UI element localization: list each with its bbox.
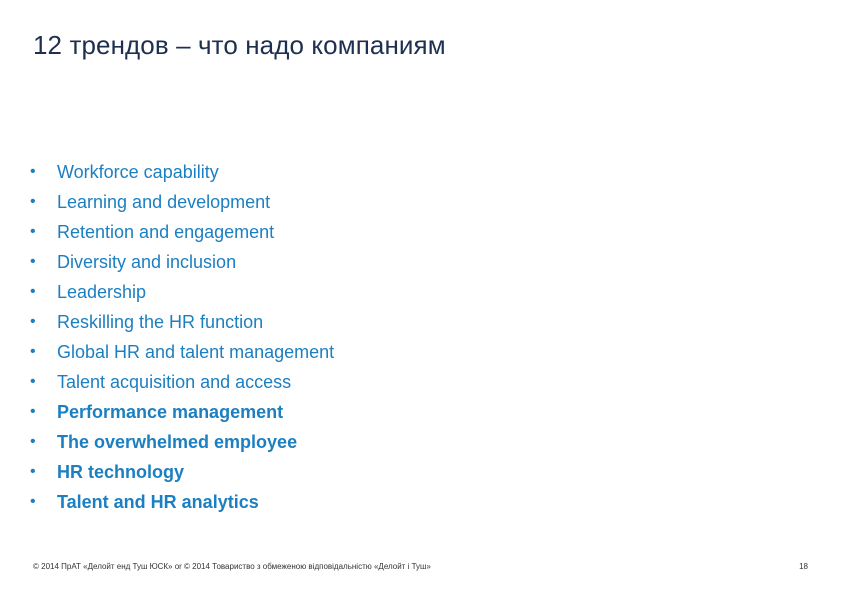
list-item-text: Learning and development [57,191,271,212]
bullet-icon: • [30,163,36,180]
bullet-icon: • [30,253,36,270]
trend-list [30,157,334,517]
list-item-text: Leadership [57,281,147,302]
list-item-text: Talent and HR analytics [57,491,259,512]
list-item [30,397,334,427]
list-item-text: Retention and engagement [57,221,275,242]
list-item [30,157,334,187]
list-item [30,187,334,217]
bullet-icon: • [30,343,36,360]
bullet-icon: • [30,493,36,510]
slide-title: 12 трендов – что надо компаниям [33,30,446,60]
list-item [30,367,334,397]
list-item [30,457,334,487]
list-item-text: Talent acquisition and access [57,371,292,392]
list-item-text: Diversity and inclusion [57,251,237,272]
bullet-icon: • [30,313,36,330]
list-item [30,277,334,307]
list-item [30,217,334,247]
list-item [30,487,334,517]
list-item-text: Reskilling the HR function [57,311,264,332]
page-number: 18 [799,562,808,571]
bullet-icon: • [30,463,36,480]
list-item [30,247,334,277]
bullet-icon: • [30,433,36,450]
bullet-icon: • [30,283,36,300]
bullet-icon: • [30,193,36,210]
list-item [30,307,334,337]
list-item-text: HR technology [57,461,185,482]
bullet-icon: • [30,223,36,240]
list-item-text: Global HR and talent management [57,341,335,362]
footer-copyright: © 2014 ПрАТ «Делойт енд Туш ЮСК» or © 2014 Товариство з обмеженою відповідальністю «Делойт і Туш» [33,562,431,571]
bullet-icon: • [30,403,36,420]
list-item [30,427,334,457]
bullet-icon: • [30,373,36,390]
list-item [30,337,334,367]
list-item-text: The overwhelmed employee [57,431,298,452]
list-item-text: Workforce capability [57,161,219,182]
list-item-text: Performance management [57,401,284,422]
